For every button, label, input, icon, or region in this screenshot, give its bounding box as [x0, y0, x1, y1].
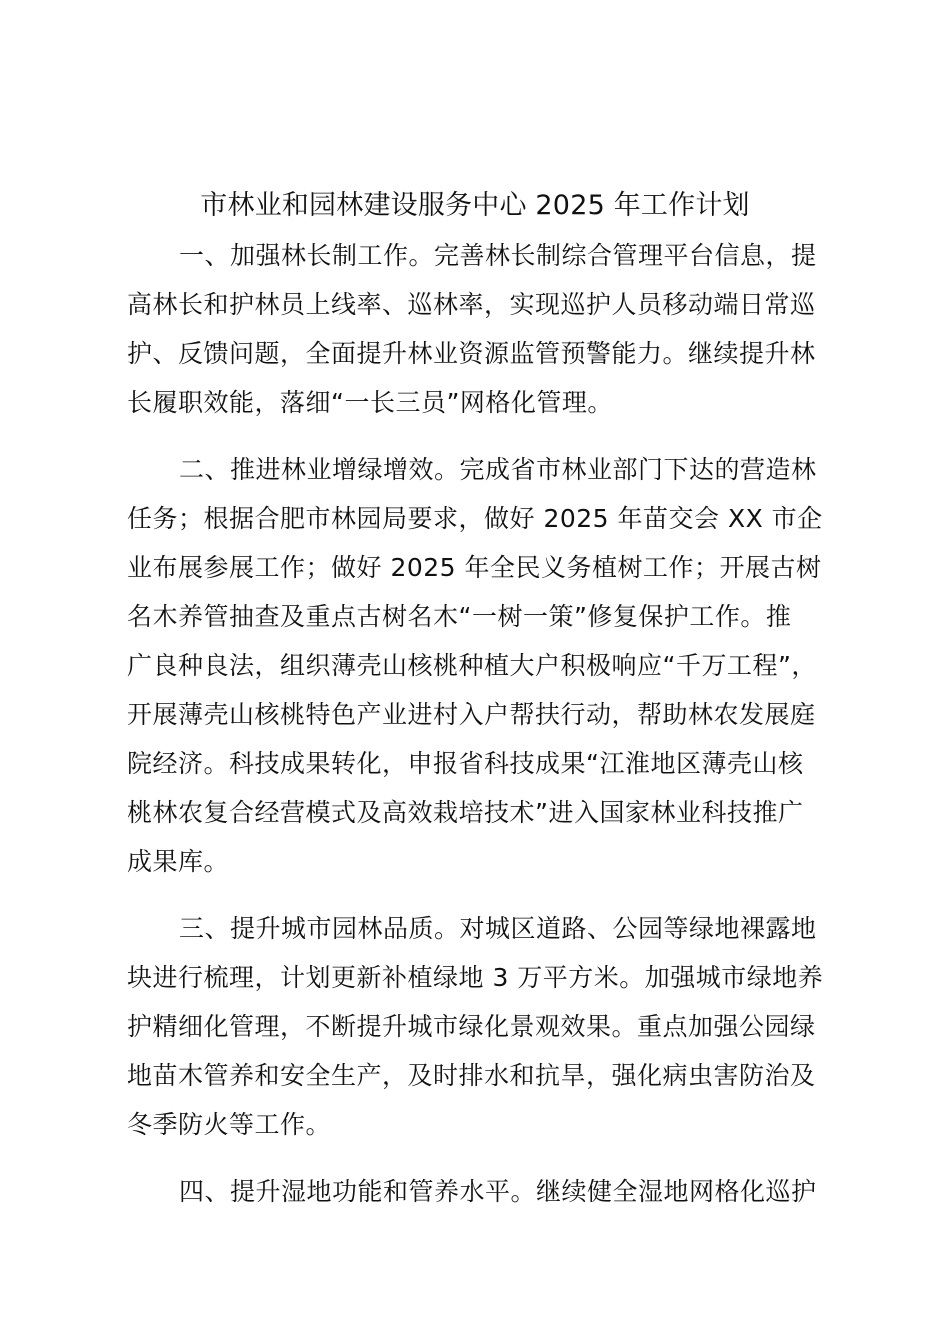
paragraph-line: 业布展参展工作；做好 2025 年全民义务植树工作；开展古树 — [127, 553, 822, 582]
paragraph-line: 名木养管抽查及重点古树名木“一树一策”修复保护工作。推 — [127, 602, 792, 631]
paragraph-line: 冬季防火等工作。 — [127, 1110, 332, 1139]
paragraph-line: 桃林农复合经营模式及高效栽培技术”进入国家林业科技推广 — [127, 798, 804, 827]
paragraph-line: 院经济。科技成果转化，申报省科技成果“江淮地区薄壳山核 — [127, 749, 804, 778]
paragraph-line: 三、提升城市园林品质。对城区道路、公园等绿地裸露地 — [179, 914, 817, 943]
paragraph-line: 高林长和护林员上线率、巡林率，实现巡护人员移动端日常巡 — [127, 290, 816, 319]
paragraph-spacer — [127, 1154, 833, 1172]
paragraph-line: 地苗木管养和安全生产，及时排水和抗旱，强化病虫害防治及 — [127, 1061, 816, 1090]
paragraph-line: 广良种良法，组织薄壳山核桃种植大户积极响应“千万工程”， — [127, 651, 817, 680]
paragraph-line: 成果库。 — [127, 847, 230, 876]
paragraph-3 — [127, 909, 833, 1154]
paragraph-line: 开展薄壳山核桃特色产业进村入户帮扶行动，帮助林农发展庭 — [127, 700, 816, 729]
paragraph-2 — [127, 450, 833, 891]
paragraph-line: 四、提升湿地功能和管养水平。继续健全湿地网格化巡护 — [179, 1177, 817, 1206]
paragraph-line: 护、反馈问题，全面提升林业资源监管预警能力。继续提升林 — [127, 339, 816, 368]
paragraph-4 — [127, 1172, 833, 1221]
paragraph-1 — [127, 236, 833, 432]
document-title: 市林业和园林建设服务中心 2025 年工作计划 — [200, 190, 750, 221]
paragraph-line: 长履职效能，落细“一长三员”网格化管理。 — [127, 388, 613, 417]
paragraph-line: 一、加强林长制工作。完善林长制综合管理平台信息，提 — [179, 241, 817, 270]
paragraph-line: 任务；根据合肥市林园局要求，做好 2025 年苗交会 XX 市企 — [127, 504, 823, 533]
paragraph-spacer — [127, 891, 833, 909]
paragraph-line: 二、推进林业增绿增效。完成省市林业部门下达的营造林 — [179, 455, 817, 484]
document-body — [127, 236, 833, 1221]
paragraph-line: 块进行梳理，计划更新补植绿地 3 万平方米。加强城市绿地养 — [127, 963, 824, 992]
paragraph-spacer — [127, 432, 833, 450]
paragraph-line: 护精细化管理，不断提升城市绿化景观效果。重点加强公园绿 — [127, 1012, 816, 1041]
